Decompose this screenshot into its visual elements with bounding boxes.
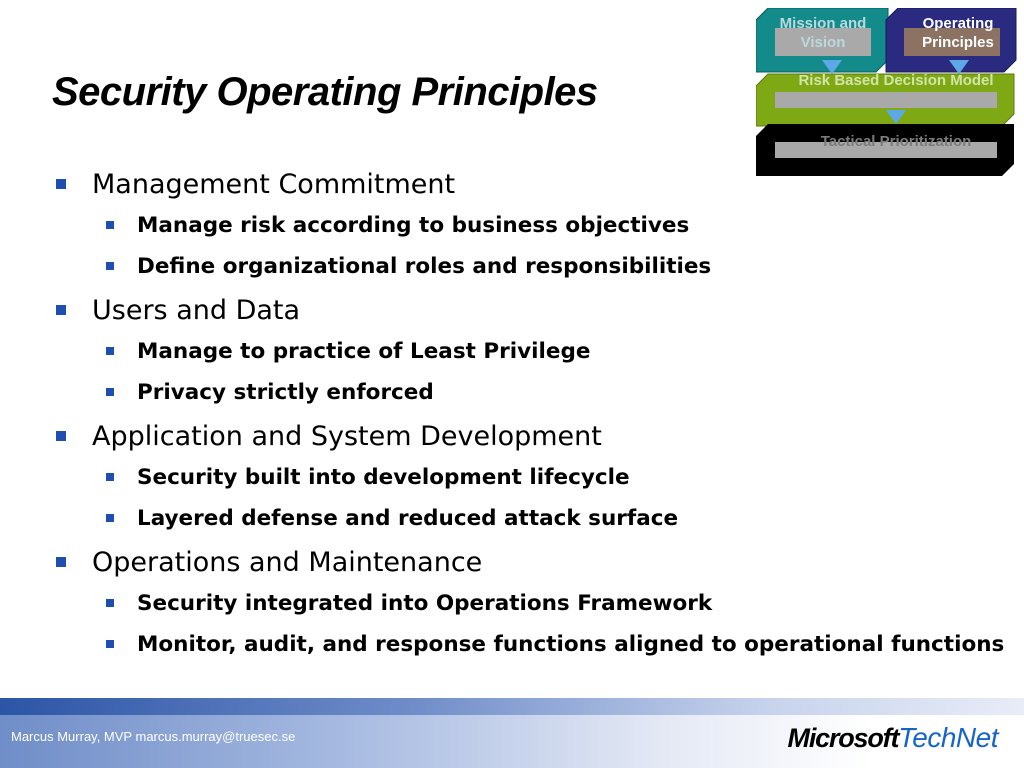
list-item-text: Security built into development lifecycle xyxy=(137,465,630,490)
list-item xyxy=(106,624,1016,665)
list-item xyxy=(106,372,1016,413)
section-heading-text: Users and Data xyxy=(92,295,301,326)
list-item-text: Layered defense and reduced attack surface xyxy=(137,506,679,531)
square-bullet-icon xyxy=(106,514,114,522)
square-bullet-icon xyxy=(56,557,66,567)
section-heading-text: Operations and Maintenance xyxy=(92,547,483,578)
list-item xyxy=(106,246,1016,287)
framework-diagram xyxy=(756,8,1018,180)
list-item-text: Manage to practice of Least Privilege xyxy=(137,339,591,364)
section-heading xyxy=(56,165,1016,205)
square-bullet-icon xyxy=(56,179,66,189)
section-heading xyxy=(56,417,1016,457)
square-bullet-icon xyxy=(106,221,114,229)
down-arrow-icon xyxy=(886,110,906,124)
footer-author: Marcus Murray, MVP marcus.murray@truesec.se xyxy=(11,729,296,744)
bullet-list xyxy=(56,165,1016,669)
list-item-text: Define organizational roles and responsibilities xyxy=(137,254,712,279)
list-item-text: Security integrated into Operations Framework xyxy=(137,591,713,616)
section-heading-text: Application and System Development xyxy=(92,421,602,452)
down-arrow-icon xyxy=(949,60,969,74)
list-item xyxy=(106,583,1016,624)
square-bullet-icon xyxy=(56,431,66,441)
square-bullet-icon xyxy=(106,640,114,648)
logo-microsoft: Microsoft xyxy=(787,723,899,753)
slide-title: Security Operating Principles xyxy=(52,70,598,114)
logo-technet: TechNet xyxy=(898,722,998,753)
square-bullet-icon xyxy=(106,388,114,396)
square-bullet-icon xyxy=(56,305,66,315)
tactical-label: Tactical Prioritization xyxy=(820,133,972,150)
microsoft-technet-logo xyxy=(788,722,998,756)
section-heading-text: Management Commitment xyxy=(92,169,456,200)
list-item xyxy=(106,457,1016,498)
section-management xyxy=(56,165,1016,287)
mission-label: Mission and Vision xyxy=(779,15,867,51)
list-item-text: Manage risk according to business objectives xyxy=(137,213,690,238)
square-bullet-icon xyxy=(106,262,114,270)
list-item xyxy=(106,205,1016,246)
square-bullet-icon xyxy=(106,473,114,481)
section-heading xyxy=(56,291,1016,331)
risk-gray-bar xyxy=(775,92,997,108)
square-bullet-icon xyxy=(106,347,114,355)
operating-label: Operating Principles xyxy=(922,15,994,51)
risk-label: Risk Based Decision Model xyxy=(798,72,994,89)
list-item xyxy=(106,331,1016,372)
list-item xyxy=(106,498,1016,539)
section-heading xyxy=(56,543,1016,583)
list-item-text: Monitor, audit, and response functions aligned to operational functions xyxy=(137,632,1005,657)
down-arrow-icon xyxy=(822,60,842,74)
list-item-text: Privacy strictly enforced xyxy=(137,380,434,405)
square-bullet-icon xyxy=(106,599,114,607)
section-app-dev xyxy=(56,417,1016,539)
section-users-data xyxy=(56,291,1016,413)
footer xyxy=(0,698,1024,768)
section-operations xyxy=(56,543,1016,665)
footer-gradient-strip xyxy=(0,698,1024,715)
